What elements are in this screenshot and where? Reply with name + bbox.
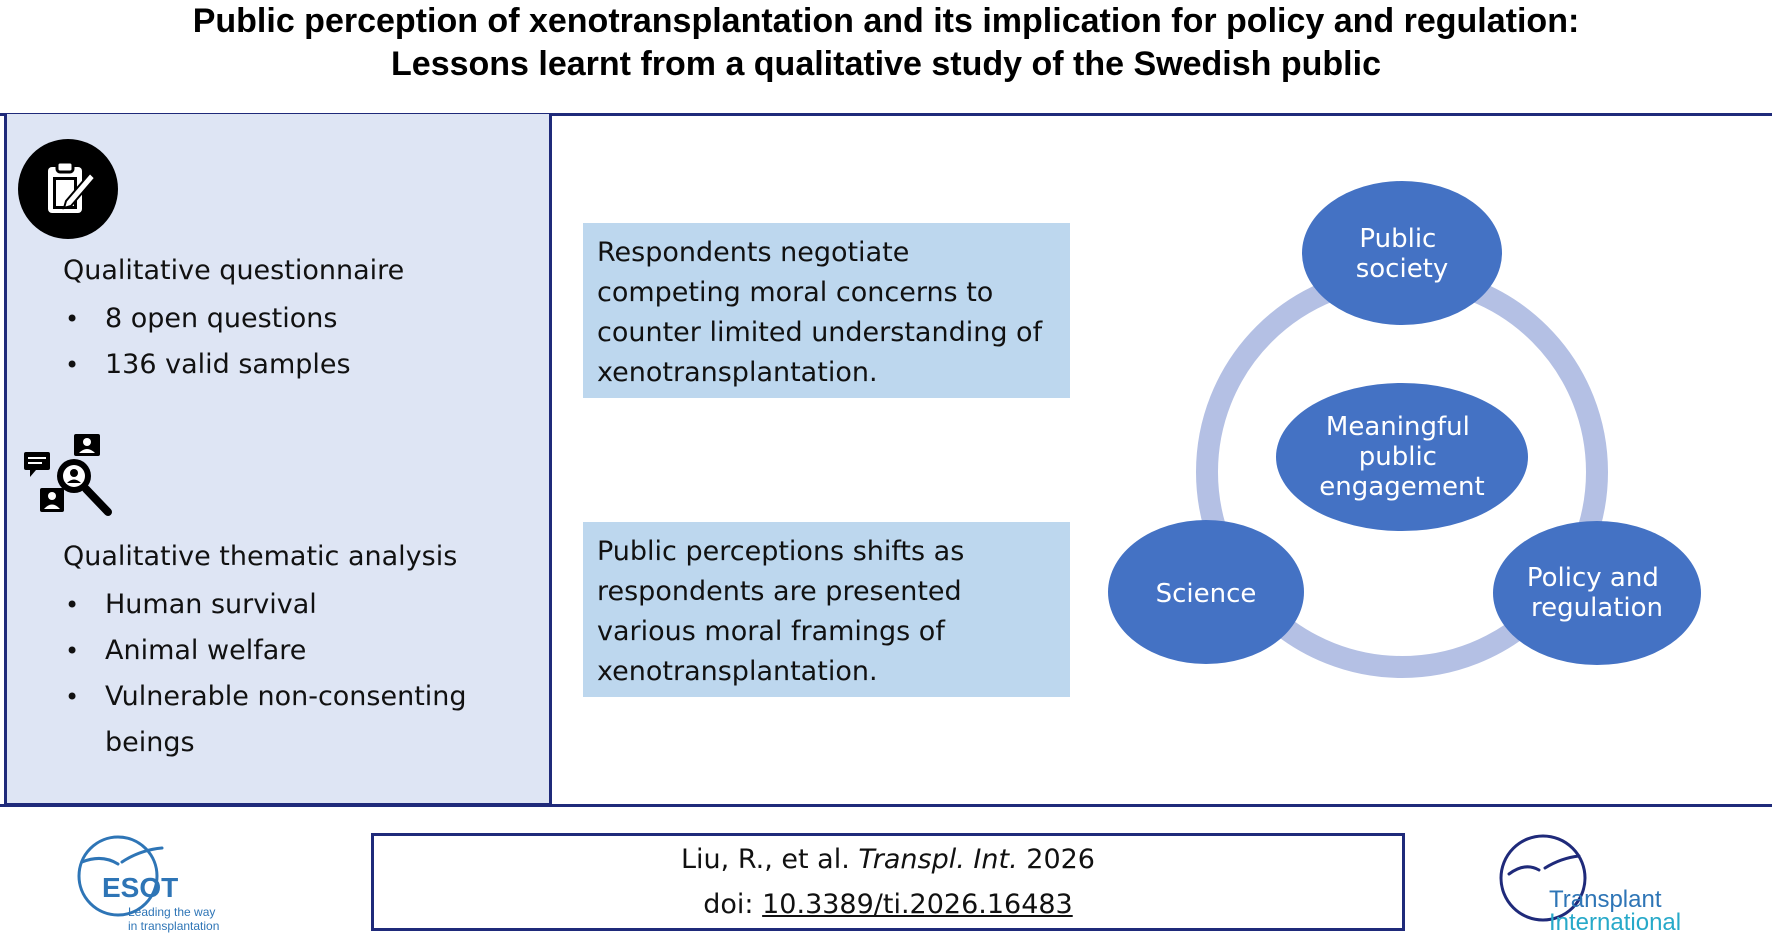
public-society-label: Public xyxy=(1359,224,1437,254)
title-line-2: Lessons learnt from a qualitative study of the Swedish public xyxy=(391,45,1381,83)
policy-regulation-label: regulation xyxy=(1530,593,1664,623)
svg-text:Public society xyxy=(1356,224,1449,284)
hands-icon xyxy=(1509,856,1579,874)
svg-text:Science xyxy=(1156,579,1257,609)
list-item: • 8 open questions xyxy=(63,296,351,342)
finding-box-1 xyxy=(583,223,1070,398)
esot-logo xyxy=(70,828,270,936)
center-node-label: public xyxy=(1358,442,1437,472)
finding-1-line: competing moral concerns to xyxy=(597,277,994,308)
public-society-label: society xyxy=(1355,254,1449,284)
citation-journal: Transpl. Int. xyxy=(858,844,1018,875)
finding-2-line: various moral framings of xyxy=(597,616,945,647)
page-title xyxy=(0,0,1772,86)
engagement-cycle-diagram xyxy=(1100,170,1720,730)
finding-2-line: respondents are presented xyxy=(597,576,962,607)
analysis-search-icon xyxy=(24,432,114,518)
ti-logo-line1: Transplant xyxy=(1549,886,1662,913)
esot-tagline: in transplantation xyxy=(128,919,220,933)
analysis-heading: Qualitative thematic analysis xyxy=(63,541,458,572)
list-item: • Human survival xyxy=(63,582,467,628)
citation-year: 2026 xyxy=(1026,844,1095,875)
finding-1-line: Respondents negotiate xyxy=(597,237,910,268)
list-item-continuation: beings xyxy=(105,727,195,758)
esot-logo-name: ESOT xyxy=(102,872,179,903)
doi-label: doi: xyxy=(703,889,754,920)
svg-text:Policy and regulation xyxy=(1527,563,1667,623)
analysis-bullets xyxy=(63,582,467,766)
citation-authors: Liu, R., et al. xyxy=(681,844,850,875)
transplant-international-logo xyxy=(1495,828,1745,936)
list-item: • 136 valid samples xyxy=(63,342,351,388)
finding-1-line: counter limited understanding of xyxy=(597,317,1043,348)
esot-tagline: Leading the way xyxy=(128,905,216,919)
title-line-1: Public perception of xenotransplantation and its implication for policy and regulation: xyxy=(192,2,1580,40)
center-node-label: Meaningful xyxy=(1325,412,1470,442)
center-node-label: engagement xyxy=(1319,472,1485,502)
citation-box xyxy=(371,833,1405,931)
policy-regulation-label: Policy and xyxy=(1526,563,1659,593)
questionnaire-bullets xyxy=(63,296,351,388)
questionnaire-heading: Qualitative questionnaire xyxy=(63,255,405,286)
ti-logo-line2: International xyxy=(1549,909,1682,936)
citation-doi-line xyxy=(374,889,1402,920)
doi-link[interactable]: 10.3389/ti.2026.16483 xyxy=(762,889,1073,920)
list-item: • Vulnerable non-consenting xyxy=(63,674,467,720)
finding-box-2 xyxy=(583,522,1070,697)
finding-2-line: Public perceptions shifts as xyxy=(597,536,965,567)
panel-divider xyxy=(549,114,552,806)
finding-2-line: xenotransplantation. xyxy=(597,656,878,687)
clipboard-icon xyxy=(18,139,118,239)
citation-reference xyxy=(374,844,1402,875)
finding-1-line: xenotransplantation. xyxy=(597,357,878,388)
science-label: Science xyxy=(1155,579,1257,609)
list-item: • Animal welfare xyxy=(63,628,467,674)
